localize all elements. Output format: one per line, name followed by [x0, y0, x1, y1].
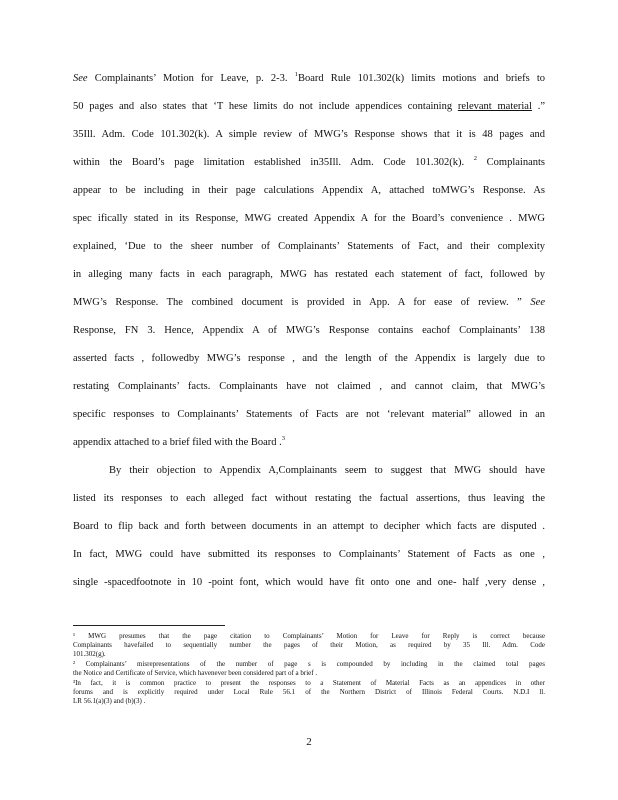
footnote-line: forums and is explicitly required under Local Rule 56.1 of the Northern District of Illinois Federal Courts. N.D.I ll.	[73, 688, 545, 696]
body-line: single -spacedfootnote in 10 -point font, which would have fit onto one and one- half ,very dense ,	[73, 577, 545, 588]
footnote-line: 101.302(g).	[73, 650, 106, 658]
footnote-line: ³In fact, it is common practice to present the responses to a Statement of Material Facts as an appendices in other	[73, 679, 545, 687]
body-line: asserted facts , followedby MWG’s response , and the length of the Appendix is largely due to	[73, 353, 545, 364]
body-line: explained, ‘Due to the sheer number of Complainants’ Statements of Fact, and their complexity	[73, 241, 545, 252]
body-line: By their objection to Appendix A,Complainants seem to suggest that MWG should have	[109, 465, 545, 476]
body-line: in alleging many facts in each paragraph, MWG has restated each statement of fact, followed by	[73, 269, 545, 280]
footnote-line: ² Complainants’ misrepresentations of the number of page s is compounded by including in the claimed total pages	[73, 660, 545, 668]
footnote-line: LR 56.1(a)(3) and (b)(3) .	[73, 697, 146, 705]
body-line: In fact, MWG could have submitted its responses to Complainants’ Statement of Facts as one ,	[73, 549, 545, 560]
footnote-line: the Notice and Certificate of Service, which havenever been considered part of a brief .	[73, 669, 318, 677]
body-line: spec ifically stated in its Response, MWG created Appendix A for the Board’s convenience . MWG	[73, 213, 545, 224]
body-line: appendix attached to a brief filed with the Board .$^3$	[73, 435, 286, 448]
footnote-line: Complainants havefailed to sequentially number the pages of their Motion, as required by 35 Ill. Adm. Code	[73, 641, 545, 649]
body-line: 50 pages and also states that ‘T hese limits do not include appendices containing relevant material .”	[73, 101, 545, 112]
body-line: Board to flip back and forth between documents in an attempt to decipher which facts are disputed .	[73, 521, 545, 532]
body-line: See Complainants’ Motion for Leave, p. 2-3. $^1$Board Rule 101.302(k) limits motions and briefs to	[73, 71, 546, 84]
body-line: restating Complainants’ facts. Complainants have not claimed , and cannot claim, that MWG’s	[73, 381, 545, 392]
body-line: listed its responses to each alleged fact without restating the factual assertions, thus leaving the	[73, 493, 545, 504]
body-line: 35Ill. Adm. Code 101.302(k). A simple review of MWG’s Response shows that it is 48 pages and	[73, 129, 545, 140]
footnote-separator	[73, 625, 225, 626]
footnote-line: ¹ MWG presumes that the page citation to Complainants’ Motion for Leave for Reply is correct because	[73, 632, 545, 640]
page-number: 2	[306, 736, 312, 748]
body-line: within the Board’s page limitation established in35Ill. Adm. Code 101.302(k). $^2$ Complainants	[73, 155, 545, 168]
body-line: MWG’s Response. The combined document is provided in App. A for ease of review. ” See	[73, 297, 545, 308]
body-line: Response, FN 3. Hence, Appendix A of MWG’s Response contains eachof Complainants’ 138	[73, 325, 545, 336]
body-line: specific responses to Complainants’ Statements of Facts are not ‘relevant material” allowed in an	[73, 409, 545, 420]
body-line: appear to be including in their page calculations Appendix A, attached toMWG’s Response. As	[73, 185, 545, 196]
